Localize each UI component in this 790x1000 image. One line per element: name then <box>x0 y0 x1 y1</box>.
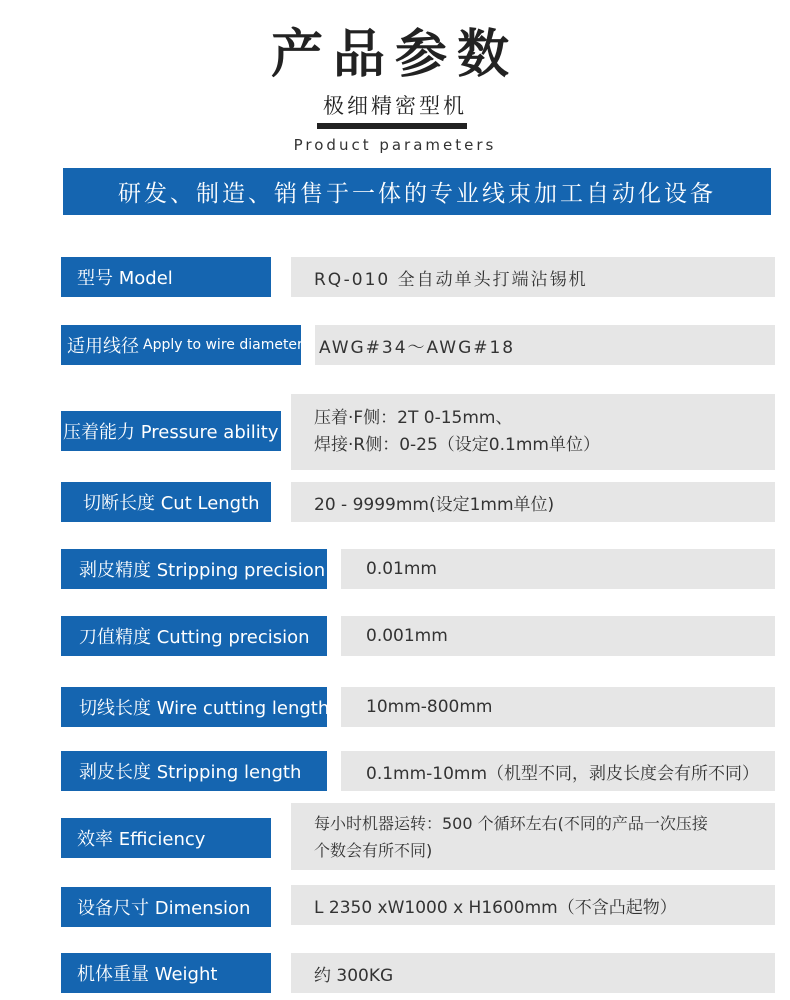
spec-label-wire-diameter <box>61 325 301 365</box>
spec-value-pressure-line-2: 焊接·R侧：0-25（设定0.1mm单位） <box>314 435 600 455</box>
spec-value-wire-cutting-length: 10mm-800mm <box>341 687 775 727</box>
spec-value-pressure-line-1: 压着·F侧：2T 0-15mm、 <box>314 408 513 428</box>
spec-value-efficiency-line-1: 每小时机器运转：500 个循环左右(不同的产品一次压接 <box>314 813 708 833</box>
spec-value-efficiency-line-2: 个数会有所不同) <box>314 840 433 860</box>
spec-label-cutting-precision: 刀值精度 Cutting precision <box>61 616 327 656</box>
spec-label-pressure-ability: 压着能力 Pressure ability <box>61 411 281 451</box>
spec-value-model: RQ-010 全自动单头打端沾锡机 <box>291 257 775 297</box>
spec-label-wire-diameter-en: Apply to wire diameter <box>143 337 303 353</box>
spec-value-cutting-precision: 0.001mm <box>341 616 775 656</box>
spec-value-stripping-precision: 0.01mm <box>341 549 775 589</box>
subtitle-underline <box>317 123 467 129</box>
spec-label-efficiency: 效率 Efficiency <box>61 818 271 858</box>
spec-label-dimension: 设备尺寸 Dimension <box>61 887 271 927</box>
slogan-banner: 研发、制造、销售于一体的专业线束加工自动化设备 <box>63 168 771 215</box>
spec-label-stripping-length: 剥皮长度 Stripping length <box>61 751 327 791</box>
spec-value-weight: 约 300KG <box>291 953 775 993</box>
page-title: 产品参数 <box>270 25 519 85</box>
spec-label-stripping-precision: 剥皮精度 Stripping precision <box>61 549 327 589</box>
spec-label-wire-cutting-length: 切线长度 Wire cutting length <box>61 687 327 727</box>
page-subtitle: 极细精密型机 <box>323 94 467 118</box>
spec-label-model: 型号 Model <box>61 257 271 297</box>
spec-value-wire-diameter: AWG#34～AWG#18 <box>315 325 775 365</box>
spec-value-cut-length: 20 - 9999mm(设定1mm单位) <box>291 482 775 522</box>
spec-value-pressure-ability <box>291 394 775 470</box>
spec-label-cut-length: 切断长度 Cut Length <box>61 482 271 522</box>
spec-value-stripping-length: 0.1mm-10mm（机型不同，剥皮长度会有所不同） <box>341 751 775 791</box>
page-subtitle-en: Product parameters <box>293 136 497 154</box>
spec-label-weight: 机体重量 Weight <box>61 953 271 993</box>
spec-label-wire-diameter-cn: 适用线径 <box>67 336 139 357</box>
spec-value-efficiency <box>291 803 775 870</box>
spec-value-dimension: L 2350 xW1000 x H1600mm（不含凸起物） <box>291 885 775 925</box>
